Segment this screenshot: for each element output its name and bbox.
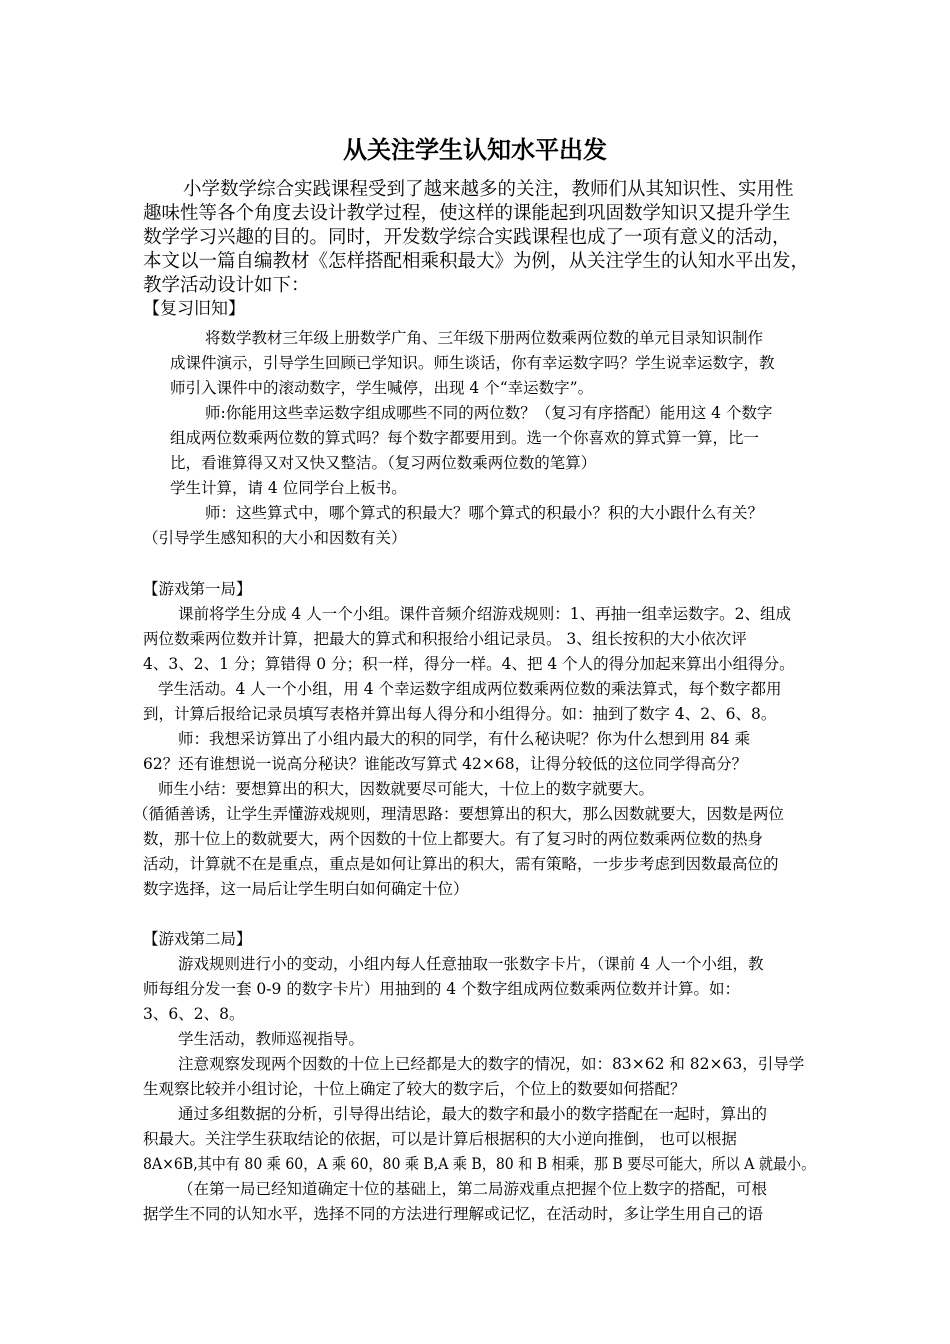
text-line: 将数学教材三年级上册数学广角、三年级下册两位数乘两位数的单元目录知识制作 <box>205 329 764 347</box>
section-heading: 【游戏第二局】 <box>143 930 252 948</box>
text-line: 到，计算后报给记录员填写表格并算出每人得分和小组得分。如：抽到了数字 4、2、6、8。 <box>143 705 777 723</box>
text-line: 师生小结：要想算出的积大，因数就要尽可能大，十位上的数字就要大。 <box>158 780 655 798</box>
text-line: 本文以一篇自编教材《怎样搭配相乘积最大》为例，从关注学生的认知水平出发， <box>143 251 810 272</box>
text-line: 师：我想采访算出了小组内最大的积的同学，有什么秘诀呢？你为什么想到用 84 乘 <box>178 730 751 748</box>
text-line: 据学生不同的认知水平，选择不同的方法进行理解或记忆，在活动时，多让学生用自己的语 <box>143 1205 764 1223</box>
text-line: 数学学习兴趣的目的。同时，开发数学综合实践课程也成了一项有意义的活动， <box>143 227 791 248</box>
text-line: 学生活动，教师巡视指导。 <box>178 1030 365 1048</box>
text-line: 学生计算，请 4 位同学台上板书。 <box>170 479 407 497</box>
text-line: （引导学生感知积的大小和因数有关） <box>143 529 407 547</box>
text-line: 课前将学生分成 4 人一个小组。课件音频介绍游戏规则：1、再抽一组幸运数字。2、组成 <box>178 605 791 623</box>
text-line: 8A×6B,其中有 80 乘 60，A 乘 60，80 乘 B,A 乘 B，80 和 B 相乘，那 B 要尽可能大，所以 A 就最小。 <box>143 1155 816 1173</box>
text-line: 注意观察发现两个因数的十位上已经都是大的数字的情况，如：83×62 和 82×63，引导学 <box>178 1055 805 1073</box>
text-line: 62？还有谁想说一说高分秘诀？谁能改写算式 42×68，让得分较低的这位同学得高分？ <box>143 755 748 773</box>
document-title: 从关注学生认知水平出发 <box>343 136 607 164</box>
text-line: 3、6、2、8。 <box>143 1005 245 1023</box>
text-line: 比，看谁算得又对又快又整洁。（复习两位数乘两位数的笔算） <box>170 454 597 472</box>
text-line: （在第一局已经知道确定十位的基础上，第二局游戏重点把握个位上数字的搭配，可根 <box>178 1180 768 1198</box>
text-line: 师引入课件中的滚动数字，学生喊停，出现 4 个“幸运数字”。 <box>170 379 594 397</box>
text-line: 师:你能用这些幸运数字组成哪些不同的两位数？（复习有序搭配）能用这 4 个数字 <box>205 404 773 422</box>
text-line: 趣味性等各个角度去设计教学过程，使这样的课能起到巩固数学知识又提升学生 <box>143 203 791 224</box>
text-line: （循循善诱，让学生弄懂游戏规则，理清思路：要想算出的积大，那么因数就要大，因数是两位 <box>133 805 785 823</box>
text-line: 组成两位数乘两位数的算式吗？每个数字都要用到。选一个你喜欢的算式算一算，比一 <box>170 429 760 447</box>
text-line: 生观察比较并小组讨论，十位上确定了较大的数字后，个位上的数要如何搭配？ <box>143 1080 686 1098</box>
text-line: 师每组分发一套 0-9 的数字卡片）用抽到的 4 个数字组成两位数乘两位数并计算。如： <box>143 980 741 998</box>
text-line: 两位数乘两位数并计算，把最大的算式和积报给小组记录员。 3、组长按积的大小依次评 <box>143 630 747 648</box>
text-line: 通过多组数据的分析，引导得出结论，最大的数字和最小的数字搭配在一起时，算出的 <box>178 1105 768 1123</box>
section-heading: 【复习旧知】 <box>143 299 245 319</box>
text-line: 游戏规则进行小的变动，小组内每人任意抽取一张数字卡片，（课前 4 人一个小组，教 <box>178 955 764 973</box>
text-line: 活动，计算就不在是重点，重点是如何让算出的积大，需有策略，一步步考虑到因数最高位的 <box>143 855 779 873</box>
text-line: 数，那十位上的数就要大，两个因数的十位上都要大。有了复习时的两位数乘两位数的热身 <box>143 830 764 848</box>
text-line: 小学数学综合实践课程受到了越来越多的关注，教师们从其知识性、实用性 <box>183 179 794 200</box>
text-line: 4、3、2、1 分；算错得 0 分；积一样，得分一样。4、把 4 个人的得分加起来算出小组得分。 <box>143 655 795 673</box>
text-line: 成课件演示，引导学生回顾已学知识。师生谈话，你有幸运数字吗？学生说幸运数字，教 <box>170 354 775 372</box>
text-line: 师：这些算式中，哪个算式的积最大？哪个算式的积最小？积的大小跟什么有关？ <box>205 504 764 522</box>
section-heading: 【游戏第一局】 <box>143 580 252 598</box>
text-line: 教学活动设计如下： <box>143 275 310 296</box>
text-line: 学生活动。4 人一个小组，用 4 个幸运数字组成两位数乘两位数的乘法算式，每个数字都用 <box>158 680 782 698</box>
text-line: 数字选择，这一局后让学生明白如何确定十位） <box>143 880 469 898</box>
text-line: 积最大。关注学生获取结论的依据，可以是计算后根据积的大小逆向推倒， 也可以根据 <box>143 1130 737 1148</box>
